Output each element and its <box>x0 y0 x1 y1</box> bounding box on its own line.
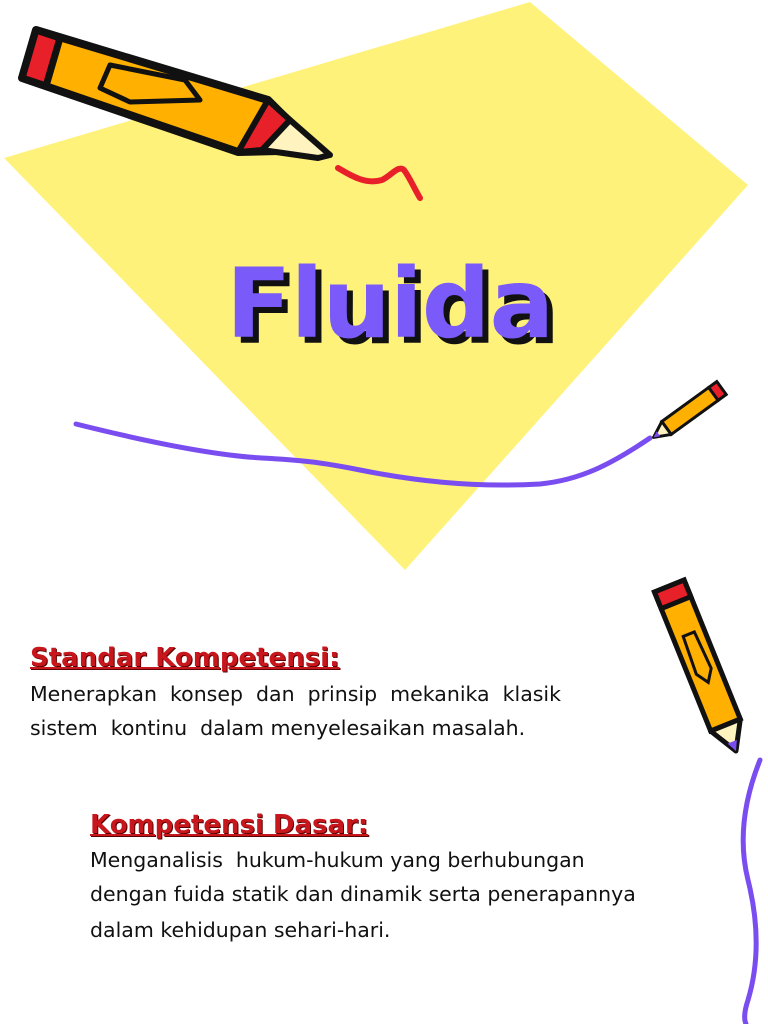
standar-kompetensi-heading: Standar Kompetensi: <box>30 643 340 673</box>
kompetensi-dasar-line-1: Menganalisis hukum-hukum yang berhubungan <box>90 848 585 872</box>
pencil-vertical-icon <box>654 580 750 757</box>
purple-vertical-wave <box>743 760 760 1024</box>
kompetensi-dasar-heading: Kompetensi Dasar: <box>90 810 369 840</box>
standar-kompetensi-line-2: sistem kontinu dalam menyelesaikan masalah. <box>30 716 526 740</box>
slide-title: Fluida <box>226 248 554 360</box>
pencil-small-icon <box>649 382 726 444</box>
kompetensi-dasar-line-3: dalam kehidupan sehari-hari. <box>90 918 391 942</box>
standar-kompetensi-line-1: Menerapkan konsep dan prinsip mekanika klasik <box>30 682 561 706</box>
kompetensi-dasar-line-2: dengan fuida statik dan dinamik serta penerapannya <box>90 882 636 906</box>
